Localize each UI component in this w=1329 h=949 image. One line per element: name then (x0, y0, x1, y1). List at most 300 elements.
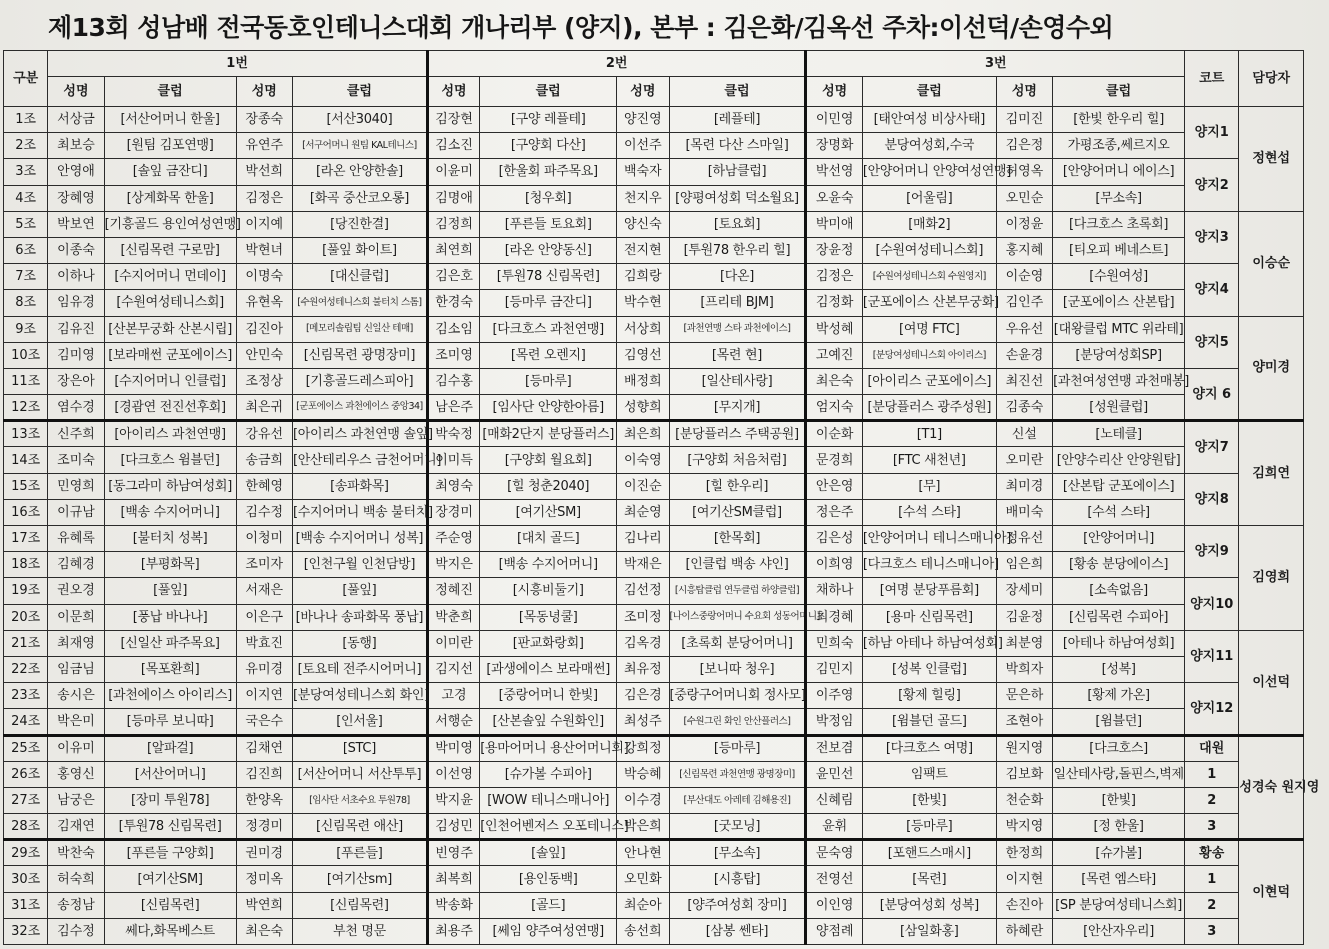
player-club: [등마루 금잔디] (480, 290, 617, 316)
player-club: [신림목련 구로맘] (104, 237, 236, 263)
player-club: [백송 수지어머니] (104, 499, 236, 525)
player-name: 이지연 (236, 683, 292, 709)
player-name: 박선희 (236, 159, 292, 185)
header-club-3: 클럽 (480, 77, 617, 107)
player-name: 박승혜 (617, 761, 669, 787)
player-club: [솔잎 금잔디] (104, 159, 236, 185)
player-club: [수지어머니 인클럽] (104, 368, 236, 394)
player-club: [청우회] (480, 185, 617, 211)
player-name: 이선주 (617, 133, 669, 159)
player-club: [어울림] (862, 185, 996, 211)
player-club: [성복 인클럽] (862, 656, 996, 682)
player-club: [수원여성테니스회 수원영지] (862, 264, 996, 290)
player-name: 윤민선 (806, 761, 862, 787)
player-name: 박미애 (806, 211, 862, 237)
player-name: 문경희 (806, 447, 862, 473)
court-cell: 양지8 (1185, 473, 1239, 525)
player-name: 최용주 (427, 918, 479, 944)
player-club: [SP 분당여성테니스회] (1053, 892, 1185, 918)
player-club: [동그라미 하남여성회] (104, 473, 236, 499)
player-name: 문숙영 (806, 840, 862, 866)
player-name: 하혜란 (996, 918, 1052, 944)
header-name-2: 성명 (236, 77, 292, 107)
player-club: [매화2단지 분당플러스] (480, 421, 617, 447)
table-row (4, 159, 1304, 185)
player-name: 조현아 (996, 709, 1052, 735)
player-club: [서산3040] (292, 107, 427, 133)
player-club: [무소속] (1053, 185, 1185, 211)
manager-cell: 이승순 (1239, 211, 1304, 316)
player-name: 이순영 (996, 264, 1052, 290)
player-club: [기흥골드 용인여성연맹] (104, 211, 236, 237)
player-name: 최경혜 (806, 604, 862, 630)
player-name: 김명애 (427, 185, 479, 211)
table-row (4, 578, 1304, 604)
player-name: 김은정 (996, 133, 1052, 159)
player-name: 박지은 (427, 552, 479, 578)
player-club: [상계화목 한울] (104, 185, 236, 211)
group-number: 20조 (4, 604, 48, 630)
player-club: [인천어벤저스 오포테니스] (480, 814, 617, 840)
player-club: [소속없음] (1053, 578, 1185, 604)
player-name: 최성주 (617, 709, 669, 735)
table-row (4, 918, 1304, 944)
player-club: [T1] (862, 421, 996, 447)
player-club: [안양어머니 안양여성연맹] (862, 159, 996, 185)
player-name: 박보연 (48, 211, 104, 237)
player-name: 오윤숙 (806, 185, 862, 211)
player-name: 송정남 (48, 892, 104, 918)
table-row (4, 447, 1304, 473)
player-club: [일산테사랑] (669, 368, 806, 394)
player-name: 최보승 (48, 133, 104, 159)
document-title: 제13회 성남배 전국동호인테니스대회 개나리부 (양지), 본부 : 김은화/김옥선 주차:이선덕/손영수외 (48, 13, 1114, 42)
player-name: 양점례 (806, 918, 862, 944)
player-club: [초록회 분당어머니] (669, 630, 806, 656)
group-number: 23조 (4, 683, 48, 709)
player-club: [과천연맹 스타 과천에이스] (669, 316, 806, 342)
player-club: [한빛] (1053, 787, 1185, 813)
court-cell: 양지10 (1185, 578, 1239, 630)
player-club: [STC] (292, 735, 427, 761)
player-club: [투원78 신림목련] (480, 264, 617, 290)
group-number: 13조 (4, 421, 48, 447)
player-name: 조미자 (236, 552, 292, 578)
player-name: 김미진 (996, 107, 1052, 133)
manager-cell: 김희연 (1239, 421, 1304, 526)
player-name: 이진순 (617, 473, 669, 499)
player-name: 박지영 (996, 814, 1052, 840)
player-club: [서산어머니 서산투투] (292, 761, 427, 787)
player-name: 박지윤 (427, 787, 479, 813)
player-name: 채하나 (806, 578, 862, 604)
player-name: 한혜영 (236, 473, 292, 499)
header-name-1: 성명 (48, 77, 104, 107)
group-number: 6조 (4, 237, 48, 263)
table-row (4, 499, 1304, 525)
header-group-3: 3번 (806, 51, 1185, 77)
group-number: 16조 (4, 499, 48, 525)
player-club: [삼봉 쎈타] (669, 918, 806, 944)
player-name: 박선영 (806, 159, 862, 185)
player-name: 정경미 (236, 814, 292, 840)
player-club: [송파화목] (292, 473, 427, 499)
player-club: [토요테 전주시어머니] (292, 656, 427, 682)
player-club: [신림목련 애산] (292, 814, 427, 840)
court-cell: 황송 (1185, 840, 1239, 866)
player-name: 한정희 (996, 840, 1052, 866)
player-name: 고경 (427, 683, 479, 709)
player-club: [삼일화홍] (862, 918, 996, 944)
group-number: 21조 (4, 630, 48, 656)
player-club: [대왕클럽 MTC 위라테] (1053, 316, 1185, 342)
player-name: 허영옥 (996, 159, 1052, 185)
player-name: 장윤정 (806, 237, 862, 263)
player-club: [티오피 베네스트] (1053, 237, 1185, 263)
player-club: [여기산SM] (480, 499, 617, 525)
player-club: [시흥탑] (669, 866, 806, 892)
player-name: 김정화 (806, 290, 862, 316)
player-club: [안산자우리] (1053, 918, 1185, 944)
player-club: [무소속] (669, 840, 806, 866)
player-name: 송선희 (617, 918, 669, 944)
player-name: 이규남 (48, 499, 104, 525)
player-name: 남은주 (427, 395, 479, 421)
player-name: 박춘희 (427, 604, 479, 630)
group-number: 30조 (4, 866, 48, 892)
player-club: [수원여성테니스회 불터치 스톰] (292, 290, 427, 316)
player-name: 유연주 (236, 133, 292, 159)
player-name: 김수정 (48, 918, 104, 944)
court-cell: 양지11 (1185, 630, 1239, 682)
player-club: [산본솔잎 수원화인] (480, 709, 617, 735)
player-name: 조정상 (236, 368, 292, 394)
player-club: [등마루] (862, 814, 996, 840)
player-name: 유혜록 (48, 526, 104, 552)
player-club: [부산대도 아레테 김해용진] (669, 787, 806, 813)
player-name: 김진희 (236, 761, 292, 787)
player-club: 부천 명문 (292, 918, 427, 944)
player-name: 박송화 (427, 892, 479, 918)
player-name: 최분영 (996, 630, 1052, 656)
player-name: 정혜진 (427, 578, 479, 604)
player-club: [투원78 한우리 힐] (669, 237, 806, 263)
player-name: 안은영 (806, 473, 862, 499)
player-name: 민희숙 (806, 630, 862, 656)
player-club: [용인동백] (480, 866, 617, 892)
player-club: [신림목련 광명장미] (292, 342, 427, 368)
player-club: [중랑구어머니회 정사모] (669, 683, 806, 709)
manager-cell: 성경숙 원지영 (1239, 735, 1304, 840)
player-name: 신혜림 (806, 787, 862, 813)
player-club: [인서울] (292, 709, 427, 735)
player-name: 김민지 (806, 656, 862, 682)
player-name: 오민순 (996, 185, 1052, 211)
player-name: 이주영 (806, 683, 862, 709)
player-name: 빈영주 (427, 840, 479, 866)
player-club: [안양어머니 에이스] (1053, 159, 1185, 185)
header-club-1: 클럽 (104, 77, 236, 107)
player-club: [수지어머니 먼데이] (104, 264, 236, 290)
player-club: [과생에이스 보라매썬] (480, 656, 617, 682)
player-club: [안양어머니 테니스매니아] (862, 526, 996, 552)
player-name: 박성혜 (806, 316, 862, 342)
player-name: 이하나 (48, 264, 104, 290)
player-club: [구양 레플테] (480, 107, 617, 133)
player-name: 서상희 (617, 316, 669, 342)
player-name: 최재영 (48, 630, 104, 656)
player-name: 김종숙 (996, 395, 1052, 421)
player-name: 김채연 (236, 735, 292, 761)
table-row (4, 133, 1304, 159)
court-cell: 양지9 (1185, 526, 1239, 578)
player-club: [장미 투원78] (104, 787, 236, 813)
player-club: 분당여성회,수국 (862, 133, 996, 159)
table-row (4, 787, 1304, 813)
group-number: 14조 (4, 447, 48, 473)
player-name: 유현옥 (236, 290, 292, 316)
header-gubun: 구분 (4, 51, 48, 107)
table-row (4, 107, 1304, 133)
player-club: [수지어머니 백송 불터치] (292, 499, 427, 525)
player-name: 송금희 (236, 447, 292, 473)
table-row (4, 552, 1304, 578)
player-name: 김재연 (48, 814, 104, 840)
group-number: 26조 (4, 761, 48, 787)
player-club: [다크호스] (1053, 735, 1185, 761)
player-name: 이미란 (427, 630, 479, 656)
table-row (4, 866, 1304, 892)
player-club: [서산어머니 한울] (104, 107, 236, 133)
player-club: [풀잎] (292, 578, 427, 604)
court-cell: 2 (1185, 892, 1239, 918)
player-name: 전지현 (617, 237, 669, 263)
player-club: [백송 수지어머니 성복] (292, 526, 427, 552)
player-name: 민영희 (48, 473, 104, 499)
player-name: 박미영 (427, 735, 479, 761)
player-club: [여기산SM] (104, 866, 236, 892)
player-club: [분당여성테니스회 아이리스] (862, 342, 996, 368)
player-club: [푸른들 구양회] (104, 840, 236, 866)
player-club: [토요회] (669, 211, 806, 237)
player-club: [기흥골드레스피아] (292, 368, 427, 394)
player-name: 신주희 (48, 421, 104, 447)
group-number: 29조 (4, 840, 48, 866)
player-name: 송시은 (48, 683, 104, 709)
player-name: 김장현 (427, 107, 479, 133)
player-name: 백숙자 (617, 159, 669, 185)
player-club: [수석 스타] (862, 499, 996, 525)
manager-cell: 양미경 (1239, 316, 1304, 421)
player-name: 김혜경 (48, 552, 104, 578)
player-club: [수원그린 화인 안산플러스] (669, 709, 806, 735)
player-name: 허숙희 (48, 866, 104, 892)
player-club: [양평여성회 덕소월요] (669, 185, 806, 211)
header-club-6: 클럽 (1053, 77, 1185, 107)
player-club: [판교화랑회] (480, 630, 617, 656)
player-name: 정은주 (806, 499, 862, 525)
manager-cell: 정현섭 (1239, 107, 1304, 212)
player-club: [나이스중랑어머니 수요회 성동어머니] (669, 604, 806, 630)
group-number: 17조 (4, 526, 48, 552)
header-name-6: 성명 (996, 77, 1052, 107)
player-club: [용마 신림목련] (862, 604, 996, 630)
player-name: 이인영 (806, 892, 862, 918)
player-name: 이윤미 (427, 159, 479, 185)
group-number: 28조 (4, 814, 48, 840)
manager-cell: 김영희 (1239, 526, 1304, 631)
player-name: 김옥경 (617, 630, 669, 656)
player-name: 장종숙 (236, 107, 292, 133)
player-name: 김정희 (427, 211, 479, 237)
player-club: [굿모닝] (669, 814, 806, 840)
player-club: [무] (862, 473, 996, 499)
player-name: 장세미 (996, 578, 1052, 604)
player-name: 한양옥 (236, 787, 292, 813)
player-name: 정유선 (996, 526, 1052, 552)
player-name: 김은경 (617, 683, 669, 709)
court-cell: 양지4 (1185, 264, 1239, 316)
player-club: [안산테리우스 금천어머니] (292, 447, 427, 473)
player-club: [군포에이스 산본탑] (1053, 290, 1185, 316)
player-club: [목련 엠스타] (1053, 866, 1185, 892)
player-name: 김수홍 (427, 368, 479, 394)
player-club: [매화2] (862, 211, 996, 237)
player-club: [산본탑 군포에이스] (1053, 473, 1185, 499)
player-name: 양진영 (617, 107, 669, 133)
player-club: [등마루] (480, 368, 617, 394)
court-cell: 3 (1185, 814, 1239, 840)
header-name-5: 성명 (806, 77, 862, 107)
table-row (4, 185, 1304, 211)
player-name: 이은구 (236, 604, 292, 630)
player-club: [한빛 한우리 힐] (1053, 107, 1185, 133)
player-name: 이유미 (48, 735, 104, 761)
player-name: 강유선 (236, 421, 292, 447)
player-club: [산본무궁화 산본시립] (104, 316, 236, 342)
group-number: 18조 (4, 552, 48, 578)
player-name: 최진선 (996, 368, 1052, 394)
group-number: 15조 (4, 473, 48, 499)
court-cell: 대원 (1185, 735, 1239, 761)
player-name: 최은귀 (236, 395, 292, 421)
group-number: 19조 (4, 578, 48, 604)
player-name: 신설 (996, 421, 1052, 447)
player-name: 박효진 (236, 630, 292, 656)
player-club: [무지개] (669, 395, 806, 421)
player-club: [푸른들] (292, 840, 427, 866)
player-name: 이명숙 (236, 264, 292, 290)
group-number: 8조 (4, 290, 48, 316)
player-name: 천순화 (996, 787, 1052, 813)
court-cell: 양지1 (1185, 107, 1239, 159)
player-name: 원지영 (996, 735, 1052, 761)
court-cell: 양지3 (1185, 211, 1239, 263)
player-club: [구양회 다산] (480, 133, 617, 159)
player-club: [시흥비둘기] (480, 578, 617, 604)
player-name: 김유진 (48, 316, 104, 342)
player-club: [경괌연 전진선후회] (104, 395, 236, 421)
player-club: [아이리스 과천연맹 솔잎] (292, 421, 427, 447)
header-club-2: 클럽 (292, 77, 427, 107)
player-name: 장혜영 (48, 185, 104, 211)
player-club: [아이리스 과천연맹] (104, 421, 236, 447)
player-club: [분당여성테니스회 화인] (292, 683, 427, 709)
manager-cell: 이선덕 (1239, 630, 1304, 735)
player-club: [군포에이스 과천에이스 중앙34] (292, 395, 427, 421)
table-row (4, 421, 1304, 447)
player-name: 서재은 (236, 578, 292, 604)
player-name: 최은숙 (806, 368, 862, 394)
player-club: [다크호스 테니스매니아] (862, 552, 996, 578)
player-club: [신일산 파주목요] (104, 630, 236, 656)
player-name: 김정은 (236, 185, 292, 211)
player-club: [분당여성회SP] (1053, 342, 1185, 368)
player-club: [황제 힐링] (862, 683, 996, 709)
player-club: [구양회 월요회] (480, 447, 617, 473)
player-club: [수원여성테니스회] (104, 290, 236, 316)
player-name: 임유경 (48, 290, 104, 316)
player-name: 최은희 (617, 421, 669, 447)
player-name: 김보화 (996, 761, 1052, 787)
player-name: 이정윤 (996, 211, 1052, 237)
player-name: 최영숙 (427, 473, 479, 499)
player-club: [아테나 하남여성회] (1053, 630, 1185, 656)
player-club: [윔블던] (1053, 709, 1185, 735)
player-club: [여명 FTC] (862, 316, 996, 342)
court-cell: 1 (1185, 866, 1239, 892)
player-name: 윤휘 (806, 814, 862, 840)
table-body (4, 107, 1320, 945)
player-name: 이문희 (48, 604, 104, 630)
player-club: [아이리스 군포에이스] (862, 368, 996, 394)
group-number: 11조 (4, 368, 48, 394)
player-name: 전보겸 (806, 735, 862, 761)
player-club: [신림목련 과천연맹 광명장미] (669, 761, 806, 787)
player-club: [슈가볼 수피아] (480, 761, 617, 787)
group-number: 2조 (4, 133, 48, 159)
player-club: [힐 청춘2040] (480, 473, 617, 499)
player-club: [당진한결] (292, 211, 427, 237)
player-club: [안양어머니] (1053, 526, 1185, 552)
table-row (4, 656, 1304, 682)
header-group-1: 1번 (48, 51, 428, 77)
player-club: [솔잎] (480, 840, 617, 866)
player-name: 안민숙 (236, 342, 292, 368)
player-name: 유미경 (236, 656, 292, 682)
player-name: 문은하 (996, 683, 1052, 709)
player-name: 배정희 (617, 368, 669, 394)
group-number: 25조 (4, 735, 48, 761)
table-row (4, 211, 1304, 237)
header-name-3: 성명 (427, 77, 479, 107)
player-name: 김미영 (48, 342, 104, 368)
player-club: [다크호스 여명] (862, 735, 996, 761)
header-court: 코트 (1185, 51, 1239, 107)
table-row (4, 316, 1304, 342)
header-group-2: 2번 (427, 51, 806, 77)
draw-table (3, 50, 1320, 945)
group-number: 10조 (4, 342, 48, 368)
player-name: 박정임 (806, 709, 862, 735)
player-club: [과천여성연맹 과천매봉] (1053, 368, 1185, 394)
player-club: [황송 분당에이스] (1053, 552, 1185, 578)
player-club: [노테클] (1053, 421, 1185, 447)
table-row (4, 473, 1304, 499)
table-row (4, 237, 1304, 263)
player-name: 김수정 (236, 499, 292, 525)
player-name: 정미옥 (236, 866, 292, 892)
